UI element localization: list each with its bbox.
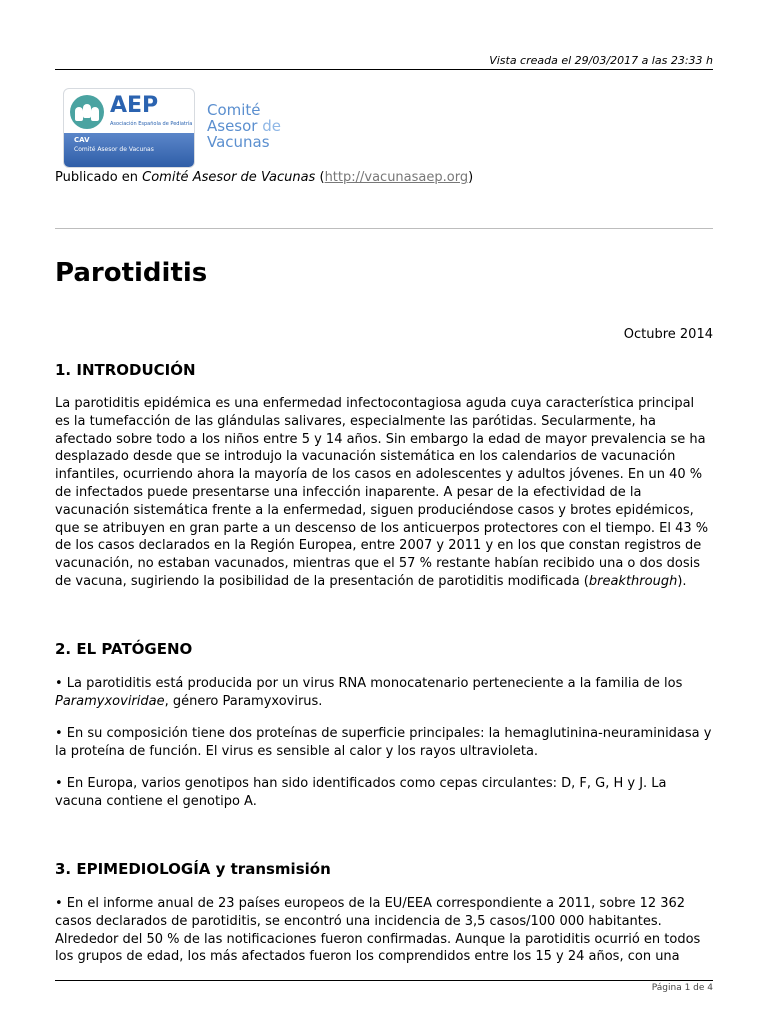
aep-logo-text: AEP xyxy=(110,93,159,118)
cav-aep-logo xyxy=(63,88,303,168)
cav-label: CAV xyxy=(74,136,90,144)
aep-emblem-icon xyxy=(70,95,104,129)
document-page xyxy=(55,0,713,1024)
publication-date: Octubre 2014 xyxy=(623,327,713,342)
comite-logo-text xyxy=(207,102,281,150)
aep-logo-card xyxy=(63,88,195,168)
section-heading-patogeno: 2. EL PATÓGENO xyxy=(55,640,193,658)
aep-logo-subtitle: Asociación Española de Pediatría xyxy=(110,121,193,127)
section-heading-introduccion: 1. INTRODUCIÓN xyxy=(55,361,196,379)
page-title: Parotiditis xyxy=(55,258,208,288)
cav-sublabel: Comité Asesor de Vacunas xyxy=(74,146,154,153)
patogeno-bullet-2: • En su composición tiene dos proteínas de superficie principales: la hemaglutinina-neuraminidasa y la proteína de función. El virus es sensible al calor y los rayos ultravioleta. xyxy=(55,726,712,759)
published-source: Comité Asesor de Vacunas xyxy=(142,170,316,185)
logo-text-line3: Vacunas xyxy=(207,133,270,151)
epidemiologia-bullet-1: • En el informe anual de 23 países europeos de la EU/EEA correspondiente a 2011, sobre 12 362 casos declarados de parotiditis, se encontró una incidencia de 3,5 casos/100 000 habitantes. Alrededor del 50 % de las notificaciones fueron confirmadas. Aunque la parotiditis ocurrió en todos los grupos de edad, los más afectados fueron los comprendidos entre los 15 y 24 años, con una xyxy=(55,896,701,965)
footer-divider xyxy=(55,980,713,981)
view-created-timestamp: Vista creada el 29/03/2017 a las 23:33 h xyxy=(489,54,713,67)
published-line: Publicado en Comité Asesor de Vacunas (http://vacunasaep.org) xyxy=(55,170,474,185)
logo-text-line1: Comité xyxy=(207,101,261,119)
title-divider xyxy=(55,228,713,229)
intro-paragraph: La parotiditis epidémica es una enfermedad infectocontagiosa aguda cuya característica principal es la tumefacción de las glándulas salivares, especialmente las parótidas. Secularmente, ha afectado sobre todo a los niños entre 5 y 14 años. Sin embargo la edad de mayor prevalencia se ha desplazado desde que se introdujo la vacunación sistemática en los calendarios de vacunación infantiles, ocurriendo ahora la mayoría de los casos en adolescentes y adultos jóvenes. En un 40 % de infectados puede presentarse una infección inaparente. A pesar de la efectividad de la vacunación sistemática frente a la enfermedad, siguen produciéndose casos y brotes epidémicos, que se atribuyen en gran parte a un descenso de los anticuerpos protectores con el tiempo. El 43 % de los casos declarados en la Región Europea, entre 2007 y 2011 y en los que constan registros de vacunación, no estaban vacunados, mientras que el 57 % restante habían recibido una o dos dosis de vacuna, sugiriendo la posibilidad de la presentación de parotiditis modificada (breakthrough). xyxy=(55,396,709,589)
patogeno-bullet-1: • La parotiditis está producida por un virus RNA monocatenario perteneciente a la familia de los Paramyxoviridae, género Paramyxovirus. xyxy=(55,676,683,709)
logo-text-line2: Asesor de xyxy=(207,117,281,135)
published-prefix: Publicado en xyxy=(55,170,143,185)
header-divider xyxy=(55,69,713,70)
page-number: Página 1 de 4 xyxy=(651,983,713,993)
patogeno-bullet-3: • En Europa, varios genotipos han sido identificados como cepas circulantes: D, F, G, H y J. La vacuna contiene el genotipo A. xyxy=(55,776,667,809)
source-link[interactable]: http://vacunasaep.org xyxy=(324,170,469,185)
section-heading-epidemiologia: 3. EPIMEDIOLOGÍA y transmisión xyxy=(55,860,331,878)
